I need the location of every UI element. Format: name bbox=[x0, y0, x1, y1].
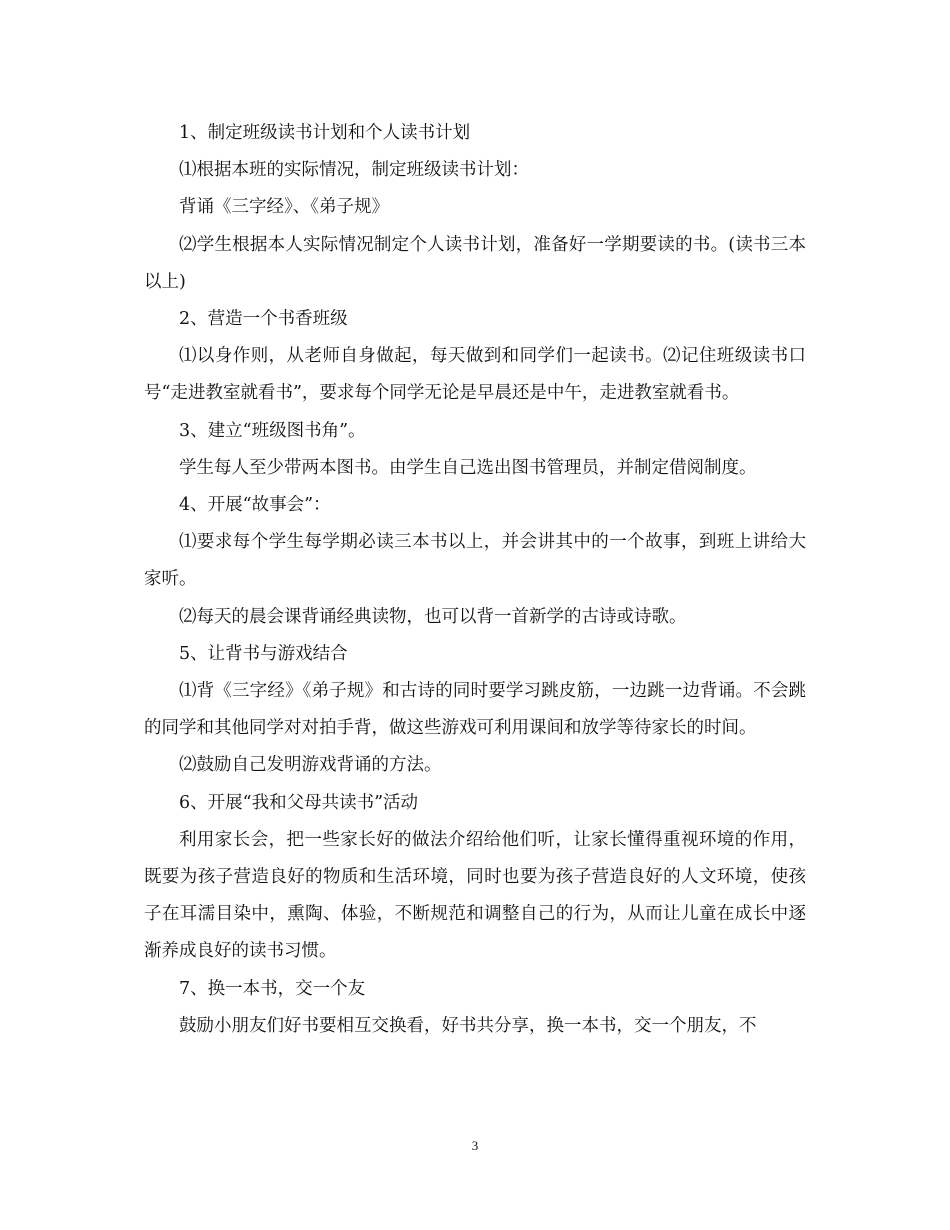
paragraph: 7、换一本书，交一个友 bbox=[179, 978, 366, 999]
paragraph: ⑴要求每个学生每学期必读三本书以上，并会讲其中的一个故事，到班上讲给大家听。 bbox=[144, 532, 806, 590]
paragraph: 3、建立“班级图书角”。 bbox=[179, 420, 366, 441]
paragraph: ⑴根据本班的实际情况，制定班级读书计划： bbox=[179, 160, 529, 181]
paragraph: 4、开展“故事会”： bbox=[179, 495, 331, 516]
paragraph: 学生每人至少带两本图书。由学生自己选出图书管理员，并制定借阅制度。 bbox=[179, 457, 757, 478]
paragraph: 鼓励小朋友们好书要相互交换看，好书共分享，换一本书，交一个朋友，不 bbox=[179, 1015, 757, 1036]
paragraph: ⑵鼓励自己发明游戏背诵的方法。 bbox=[179, 755, 442, 776]
document-body bbox=[144, 115, 806, 1045]
page-number: 3 bbox=[471, 1138, 479, 1153]
paragraph: ⑴以身作则，从老师自身做起，每天做到和同学们一起读书。⑵记住班级读书口号“走进教室就看书”，要求每个同学无论是早晨还是中午，走进教室就看书。 bbox=[144, 346, 806, 404]
paragraph: 背诵《三字经》、《弟子规》 bbox=[179, 197, 389, 218]
paragraph: ⑵学生根据本人实际情况制定个人读书计划，准备好一学期要读的书。(读书三本以上) bbox=[144, 234, 806, 292]
paragraph: ⑵每天的晨会课背诵经典读物，也可以背一首新学的古诗或诗歌。 bbox=[179, 606, 687, 627]
paragraph: 2、营造一个书香班级 bbox=[179, 309, 348, 330]
paragraph: 1、制定班级读书计划和个人读书计划 bbox=[179, 123, 471, 143]
paragraph: ⑴背《三字经》《弟子规》和古诗的同时要学习跳皮筋，一边跳一边背诵。不会跳的同学和其他同学对对拍手背，做这些游戏可利用课间和放学等待家长的时间。 bbox=[144, 681, 806, 739]
paragraph: 利用家长会，把一些家长好的做法介绍给他们听，让家长懂得重视环境的作用，既要为孩子营造良好的物质和生活环境，同时也要为孩子营造良好的人文环境，使孩子在耳濡目染中，熏陶、体验，不断规范和调整自己的行为，从而让儿童在成长中逐渐养成良好的读书习惯。 bbox=[144, 829, 806, 962]
paragraph: 5、让背书与游戏结合 bbox=[179, 643, 348, 664]
paragraph: 6、开展“我和父母共读书”活动 bbox=[179, 792, 419, 813]
